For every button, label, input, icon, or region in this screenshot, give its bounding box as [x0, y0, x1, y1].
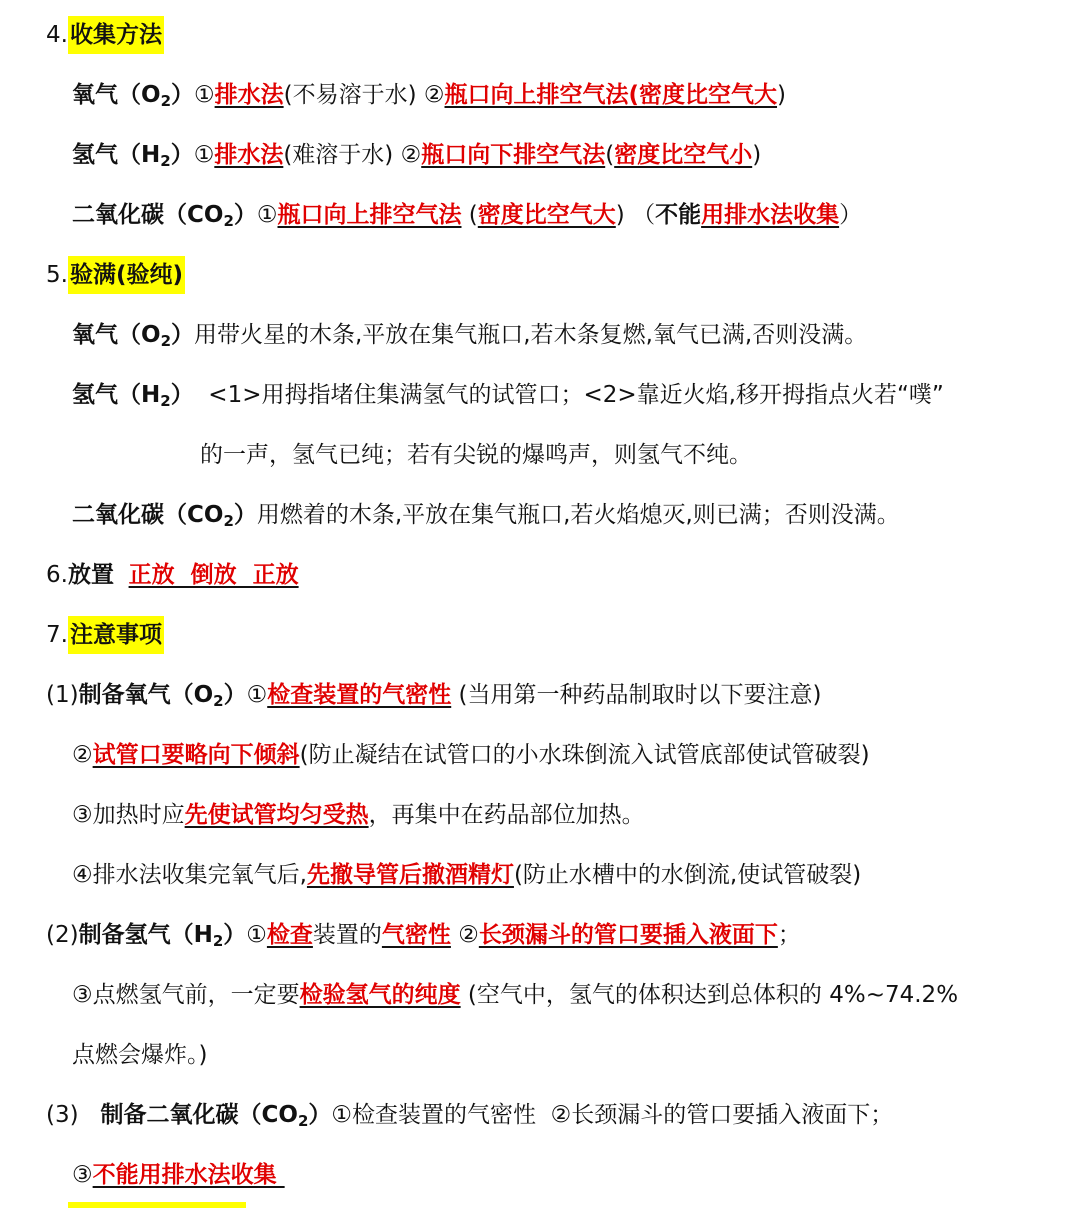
key-answer: 长颈漏斗的管口要插入液面下 [478, 922, 778, 948]
check-h2-line [72, 378, 944, 412]
gas-label: 制备氧气（O [78, 682, 214, 708]
note: (防止水槽中的水倒流,使试管破裂) [513, 862, 862, 888]
text: 排水法收集完氧气后, [92, 862, 307, 888]
circle-num: ④ [72, 862, 93, 888]
description: 用燃着的木条,平放在集气瓶口,若火焰熄灭,则已满；否则没满。 [256, 502, 900, 528]
paren: ) [777, 82, 787, 108]
key-answer: 用排水法收集 [701, 202, 840, 228]
section-title: 注意事项 [68, 616, 164, 654]
paren: ） [170, 382, 194, 408]
section-title: 验满(验纯) [68, 256, 185, 294]
key-answer: (密度比空气大 [628, 82, 778, 108]
paren: ( [461, 202, 478, 228]
circle-num: ① [193, 142, 215, 168]
section-7-heading [46, 618, 164, 652]
collect-o2-line [72, 78, 786, 112]
paren: ( [605, 142, 615, 168]
text: 点燃氢气前，一定要 [92, 982, 300, 1008]
note-h2-line-2 [72, 978, 958, 1012]
paren: ） [839, 202, 863, 228]
subscript: 2 [160, 152, 171, 170]
key-answer: 气密性 [381, 922, 451, 948]
description: <1>用拇指堵住集满氢气的试管口；<2>靠近火焰,移开拇指点火若“噗” [193, 382, 944, 408]
subscript: 2 [223, 212, 234, 230]
key-answer: 不能用排水法收集 [92, 1162, 285, 1188]
note-o2-line-4 [72, 858, 861, 892]
note: (空气中，氢气的体积达到总体积的 4%~74.2% [460, 982, 959, 1008]
key-answer: 先撤导管后撤酒精灯 [306, 862, 514, 888]
item-number: (2) [46, 922, 79, 948]
paren: ) （ [615, 202, 656, 228]
section-5-heading [46, 258, 185, 292]
paren: ） [233, 202, 257, 228]
circle-num: ② [423, 82, 445, 108]
subscript: 2 [160, 332, 171, 350]
gas-label: 氢气（H [72, 142, 161, 168]
collect-co2-line [72, 198, 862, 232]
description: 用带火星的木条,平放在集气瓶口,若木条复燃,氧气已满,否则没满。 [194, 322, 868, 348]
note: (不易溶于水) [283, 82, 424, 108]
circle-num: ① [246, 682, 268, 708]
section-number: 6. [46, 562, 68, 588]
circle-num: ② [400, 142, 422, 168]
gas-label: 二氧化碳（CO [72, 502, 224, 528]
circle-num: ② [72, 742, 93, 768]
key-answer: 瓶口向上排空气法 [277, 202, 462, 228]
section-title: 放置 [67, 562, 114, 588]
paren: ） [171, 322, 194, 348]
subscript: 2 [297, 1112, 309, 1130]
emphasis: 不能 [655, 202, 702, 228]
gas-label: 氧气（O [72, 82, 161, 108]
section-title: 收集方法 [68, 16, 164, 54]
note-o2-line-3 [72, 798, 645, 832]
section-6-heading [46, 558, 311, 592]
key-answer: 正放 倒放 正放 [128, 562, 299, 588]
key-answer: 检查 [266, 922, 313, 948]
paren: ) [752, 142, 762, 168]
note-co2-line [46, 1098, 893, 1132]
key-answer: 先使试管均匀受热 [184, 802, 369, 828]
circle-num: ① [256, 202, 278, 228]
circle-num: ① [246, 922, 267, 948]
section-number: 7. [46, 622, 68, 648]
paren: ） [233, 502, 257, 528]
key-answer: 试管口要略向下倾斜 [92, 742, 300, 768]
paren: ） [171, 82, 194, 108]
note-h2-line [46, 918, 801, 952]
key-answer: 检查装置的气密性 [267, 682, 452, 708]
check-o2-line [72, 318, 867, 352]
paren: ） [308, 1102, 332, 1128]
key-answer: 密度比空气小 [614, 142, 753, 168]
circle-num: ③ [72, 982, 93, 1008]
note-h2-line-3 [72, 1038, 207, 1072]
description: 的一声，氢气已纯；若有尖锐的爆鸣声，则氢气不纯。 [200, 442, 752, 468]
gas-label: 制备氢气（H [78, 922, 213, 948]
collect-h2-line [72, 138, 761, 172]
note-co2-line-2 [72, 1158, 285, 1192]
text: 加热时应 [92, 802, 185, 828]
key-answer: 瓶口向上排空气法 [444, 82, 629, 108]
note-o2-line [46, 678, 821, 712]
item-number: (3) [46, 1102, 101, 1128]
paren: ） [170, 142, 194, 168]
note: 点燃会爆炸。) [72, 1042, 208, 1068]
note: (防止凝结在试管口的小水珠倒流入试管底部使试管破裂) [299, 742, 870, 768]
note-o2-line-2 [72, 738, 870, 772]
note: (当用第一种药品制取时以下要注意) [451, 682, 822, 708]
gas-label: 氢气（H [72, 382, 161, 408]
key-answer: 排水法 [214, 82, 284, 108]
section-number: 5. [46, 262, 68, 288]
subscript: 2 [213, 692, 224, 710]
paren: ） [223, 682, 247, 708]
subscript: 2 [223, 512, 234, 530]
key-answer: 瓶口向下排空气法 [421, 142, 606, 168]
circle-num: ③ [72, 1162, 93, 1188]
key-answer: 检验氢气的纯度 [299, 982, 461, 1008]
key-answer: 排水法 [214, 142, 284, 168]
circle-num: ③ [72, 802, 93, 828]
key-answer: 密度比空气大 [477, 202, 616, 228]
next-section-highlight [68, 1202, 246, 1208]
gas-label: 制备二氧化碳（CO [100, 1102, 298, 1128]
subscript: 2 [212, 932, 224, 950]
text: ； [777, 922, 801, 948]
subscript: 2 [160, 392, 171, 410]
note: ，再集中在药品部位加热。 [368, 802, 645, 828]
section-4-heading [46, 18, 164, 52]
section-number: 4. [46, 22, 68, 48]
text: ①检查装置的气密性 ②长颈漏斗的管口要插入液面下； [331, 1102, 894, 1128]
check-co2-line [72, 498, 900, 532]
subscript: 2 [160, 92, 171, 110]
gas-label: 二氧化碳（CO [72, 202, 224, 228]
circle-num: ② [450, 922, 479, 948]
note: (难溶于水) [283, 142, 401, 168]
paren: ） [223, 922, 247, 948]
text: 装置的 [312, 922, 382, 948]
check-h2-line-2 [200, 438, 752, 472]
item-number: (1) [46, 682, 79, 708]
gas-label: 氧气（O [72, 322, 161, 348]
circle-num: ① [194, 82, 215, 108]
